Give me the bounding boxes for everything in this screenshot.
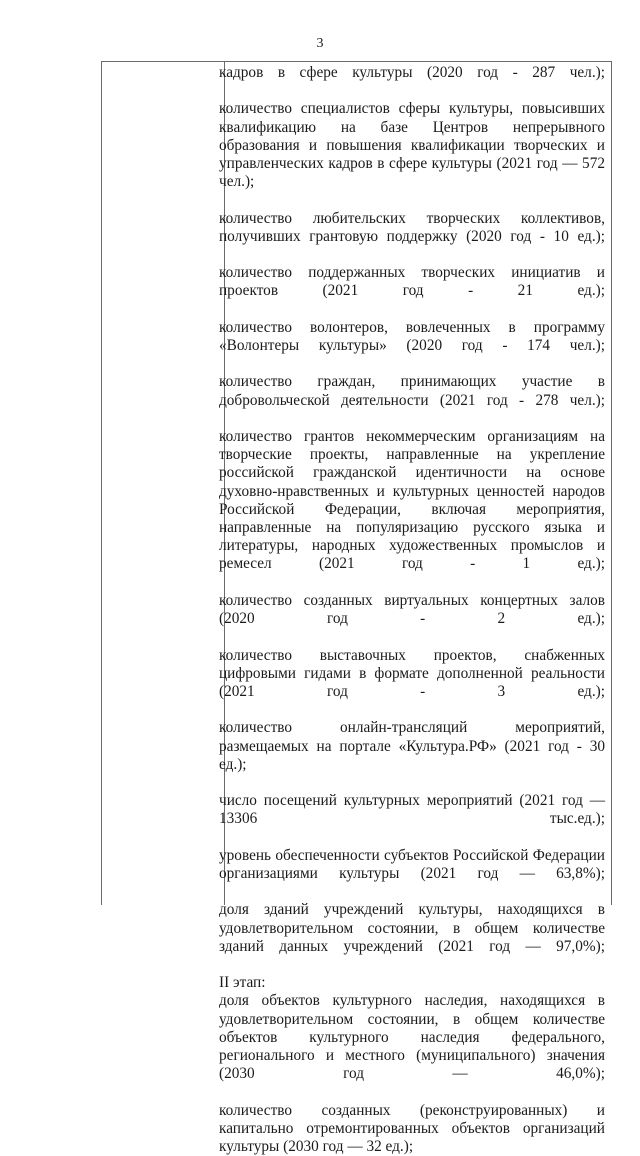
indicator-cell [219,64,605,1156]
stage-indicator-item: доля объектов культурного наследия, находящихся в удовлетворительном состоянии, в общем количестве объектов культурного наследия федерального, регионального и местного (муниципального) значения (2030 год — 46,0%); [219,992,605,1083]
indicator-item: доля зданий учреждений культуры, находящихся в удовлетворительном состоянии, в общем количестве зданий данных учреждений (2021 год — 97,0%); [219,901,605,955]
indicator-item: количество онлайн-трансляций мероприятий, размещаемых на портале «Культура.РФ» (2021 год - 30 ед.); [219,719,605,773]
indicator-item: количество поддержанных творческих инициатив и проектов (2021 год - 21 ед.); [219,264,605,300]
indicator-item: количество граждан, принимающих участие в добровольческой деятельности (2021 год - 278 чел.); [219,373,605,409]
indicator-item: количество выставочных проектов, снабженных цифровыми гидами в формате дополненной реальности (2021 год - 3 ед.); [219,646,605,700]
indicator-item: количество специалистов сферы культуры, повысивших квалификацию на базе Центров непрерывного образования и повышения квалификации творческих и управленческих кадров в сфере культуры (2021 год — 572 чел.); [219,100,605,191]
indicator-item: количество волонтеров, вовлеченных в программу «Волонтеры культуры» (2020 год - 174 чел.); [219,318,605,355]
table-left-border [101,61,102,905]
table-top-border [101,61,612,62]
indicator-item: число посещений культурных мероприятий (2021 год — 13306 тыс.ед.); [219,792,605,828]
indicator-item: количество созданных виртуальных концертных залов (2020 год - 2 ед.); [219,591,605,628]
indicator-item: количество грантов некоммерческим организациям на творческие проекты, направленные на укрепление российской гражданской идентичности на основе духовно-нравственных и культурных ценностей народов Российской Федерации, включая мероприятия, направленные на популяризацию русского языка и литературы, народных художественных промыслов и ремесел (2021 год - 1 ед.); [219,428,605,573]
indicator-item: уровень обеспеченности субъектов Российской Федерации организациями культуры (2021 год — 63,8%); [219,846,605,882]
stage-indicator-item: количество созданных (реконструированных) и капитально отремонтированных объектов организаций культуры (2030 год — 32 ед.); [219,1101,605,1155]
indicator-item: кадров в сфере культуры (2020 год - 287 чел.); [219,64,605,81]
table-right-border [611,61,612,905]
indicator-item: количество любительских творческих коллективов, получивших грантовую поддержку (2020 год - 10 ед.); [219,209,605,245]
page-number: 3 [316,36,324,51]
stage-heading: II этап: [219,974,266,992]
